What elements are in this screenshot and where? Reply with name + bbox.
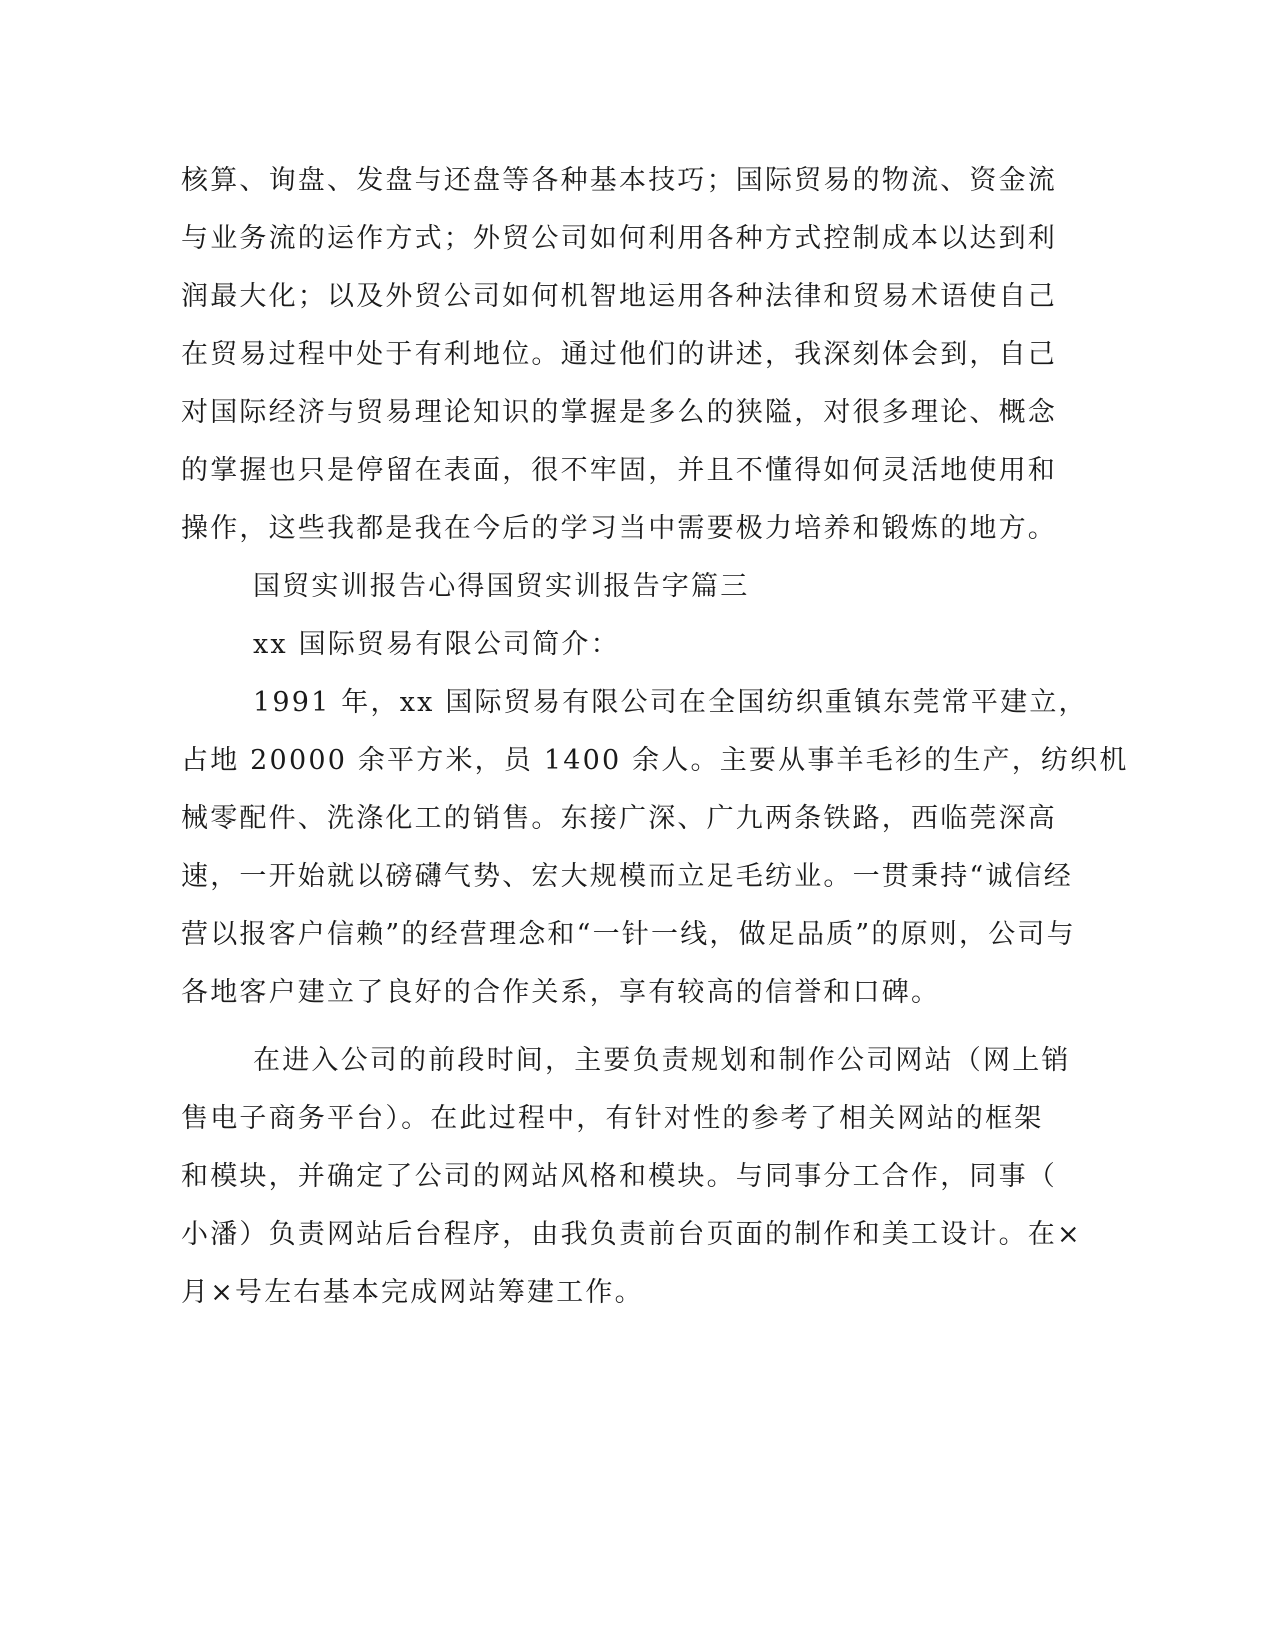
text-line: 械零配件、洗涤化工的销售。东接广深、广九两条铁路，西临莞深高: [181, 803, 1057, 834]
text-line: 售电子商务平台）。在此过程中，有针对性的参考了相关网站的框架: [181, 1103, 1044, 1134]
text-line: 与业务流的运作方式；外贸公司如何利用各种方式控制成本以达到利: [181, 223, 1057, 254]
document-body: [181, 157, 1129, 1327]
text-line: 在贸易过程中处于有利地位。通过他们的讲述，我深刻体会到，自己: [181, 339, 1057, 370]
text-line: 和模块，并确定了公司的网站风格和模块。与同事分工合作，同事（: [181, 1161, 1057, 1192]
text-line: 营以报客户信赖”的经营理念和“一针一线，做足品质”的原则，公司与: [181, 919, 1076, 950]
text-line: 各地客户建立了良好的合作关系，享有较高的信誉和口碑。: [181, 977, 941, 1008]
paragraph-2: [181, 679, 1129, 1027]
text-line: 占地 20000 余平方米，员 1400 余人。主要从事羊毛衫的生产，纺织机: [181, 745, 1129, 776]
text-line: 速，一开始就以磅礴气势、宏大规模而立足毛纺业。一贯秉持“诚信经: [181, 861, 1074, 892]
text-line: 在进入公司的前段时间，主要负责规划和制作公司网站（网上销: [253, 1045, 1071, 1076]
text-line: 操作，这些我都是我在今后的学习当中需要极力培养和锻炼的地方。: [181, 513, 1057, 544]
text-line: 对国际经济与贸易理论知识的掌握是多么的狭隘，对很多理论、概念: [181, 397, 1057, 428]
text-line: 1991 年，xx 国际贸易有限公司在全国纺织重镇东莞常平建立，: [253, 687, 1088, 718]
paragraph-gap: [181, 1027, 1061, 1037]
text-line: 润最大化；以及外贸公司如何机智地运用各种法律和贸易术语使自己: [181, 281, 1057, 312]
section-title: 国贸实训报告心得国贸实训报告字篇三: [253, 571, 750, 602]
text-line: 核算、询盘、发盘与还盘等各种基本技巧；国际贸易的物流、资金流: [181, 165, 1057, 196]
paragraph-3: [181, 1037, 1082, 1327]
text-line: 的掌握也只是停留在表面，很不牢固，并且不懂得如何灵活地使用和: [181, 455, 1057, 486]
text-line: 月×号左右基本完成网站筹建工作。: [181, 1277, 644, 1308]
paragraph-1: [181, 157, 1061, 563]
text-line: 小潘）负责网站后台程序，由我负责前台页面的制作和美工设计。在×: [181, 1219, 1082, 1250]
company-intro-heading: xx 国际贸易有限公司简介：: [253, 629, 620, 660]
